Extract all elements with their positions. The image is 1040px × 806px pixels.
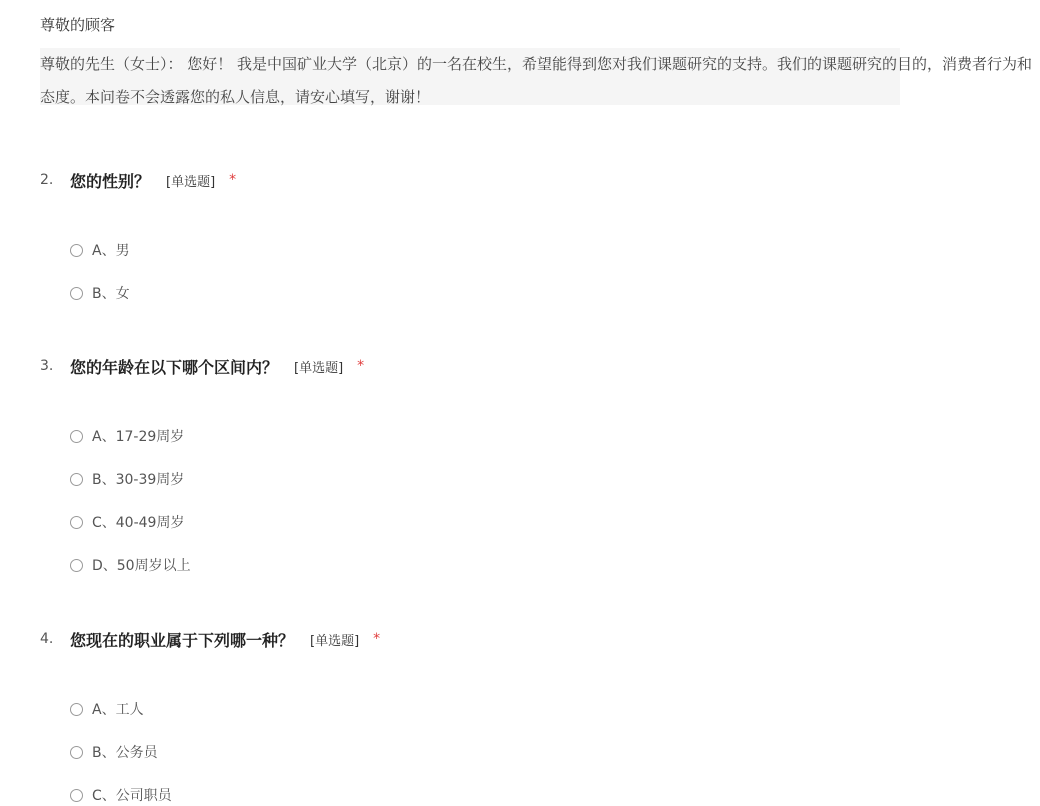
question-title: 您的年龄在以下哪个区间内？ bbox=[70, 357, 279, 377]
question-title: 您现在的职业属于下列哪一种？ bbox=[70, 630, 295, 650]
radio-circle-icon[interactable] bbox=[70, 473, 83, 486]
option-age-17-29[interactable] bbox=[70, 425, 184, 447]
option-label: B、公务员 bbox=[92, 745, 158, 761]
option-age-30-39[interactable] bbox=[70, 468, 184, 490]
option-label: D、50周岁以上 bbox=[92, 558, 191, 574]
survey-intro-box bbox=[40, 48, 1033, 106]
question-gender bbox=[40, 166, 236, 194]
radio-circle-icon[interactable] bbox=[70, 430, 83, 443]
radio-circle-icon[interactable] bbox=[70, 287, 83, 300]
option-gender-male[interactable] bbox=[70, 239, 130, 261]
radio-circle-icon[interactable] bbox=[70, 244, 83, 257]
radio-circle-icon[interactable] bbox=[70, 516, 83, 529]
question-number: 3. bbox=[40, 358, 54, 374]
option-label: A、工人 bbox=[92, 702, 144, 718]
option-label: B、女 bbox=[92, 286, 130, 302]
question-age bbox=[40, 352, 364, 380]
option-age-50-plus[interactable] bbox=[70, 554, 191, 576]
survey-greeting: 尊敬的顾客 bbox=[40, 16, 116, 34]
option-occupation-worker[interactable] bbox=[70, 698, 144, 720]
required-mark: * bbox=[229, 172, 237, 188]
radio-circle-icon[interactable] bbox=[70, 789, 83, 802]
option-occupation-civil-servant[interactable] bbox=[70, 741, 158, 763]
option-gender-female[interactable] bbox=[70, 282, 130, 304]
radio-circle-icon[interactable] bbox=[70, 703, 83, 716]
radio-circle-icon[interactable] bbox=[70, 746, 83, 759]
radio-circle-icon[interactable] bbox=[70, 559, 83, 572]
survey-intro-text: 尊敬的先生（女士）： 您好！ 我是中国矿业大学（北京）的一名在校生，希望能得到您对我们课题研究的支持。我们的课题研究的目的，消费者行为和态度。本问卷不会透露您的私人信息，请安心填写，谢谢！ bbox=[40, 55, 1033, 106]
option-label: B、30-39周岁 bbox=[92, 472, 185, 488]
required-mark: * bbox=[373, 631, 381, 647]
option-label: A、男 bbox=[92, 243, 130, 259]
question-number: 2. bbox=[40, 172, 54, 188]
question-type: [单选题] bbox=[166, 174, 216, 190]
question-type: [单选题] bbox=[294, 360, 344, 376]
option-label: C、40-49周岁 bbox=[92, 515, 185, 531]
required-mark: * bbox=[357, 358, 365, 374]
question-title: 您的性别？ bbox=[70, 171, 151, 191]
option-age-40-49[interactable] bbox=[70, 511, 184, 533]
question-type: [单选题] bbox=[310, 633, 360, 649]
option-occupation-company-staff[interactable] bbox=[70, 784, 172, 806]
option-label: A、17-29周岁 bbox=[92, 429, 185, 445]
option-label: C、公司职员 bbox=[92, 788, 172, 804]
question-number: 4. bbox=[40, 631, 54, 647]
question-occupation bbox=[40, 625, 380, 653]
